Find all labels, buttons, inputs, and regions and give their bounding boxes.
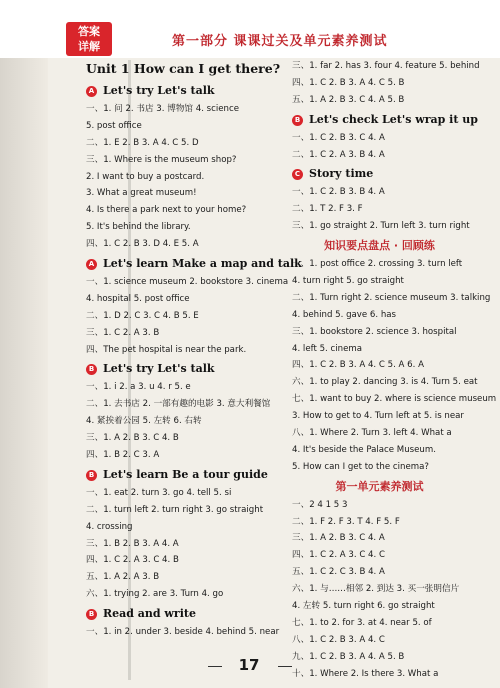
- page-number-rule-right: [278, 666, 292, 667]
- answer-line: 4. 紧挨着公园 5. 左转 6. 右转: [86, 416, 202, 427]
- answer-line: 4. crossing: [86, 521, 133, 532]
- answer-line: 一、1. post office 2. crossing 3. turn left: [292, 259, 463, 270]
- answer-line: 二、1. turn left 2. turn right 3. go straight: [86, 504, 264, 515]
- section-marker-icon: A: [86, 86, 97, 97]
- section-heading: [86, 464, 286, 485]
- answer-line: 二、1. D 2. C 3. C 4. B 5. E: [86, 310, 199, 321]
- answer-line: 4. 左转 5. turn right 6. go straight: [292, 601, 435, 612]
- answer-line: 七、1. want to buy 2. where is science museum: [292, 394, 497, 405]
- answer-line: 一、2 4 1 5 3: [292, 499, 348, 510]
- section-heading: [86, 603, 286, 624]
- answer-line: 一、1. C 2. B 3. B 4. A: [292, 187, 385, 198]
- section-heading-text: Read and write: [103, 607, 196, 621]
- answer-line: 六、1. trying 2. are 3. Turn 4. go: [86, 589, 224, 600]
- answer-line: 一、1. i 2. a 3. u 4. r 5. e: [86, 382, 191, 393]
- answer-line: 十、1. Where 2. Is there 3. What a: [292, 668, 439, 679]
- answer-line: 二、1. F 2. F 3. T 4. F 5. F: [292, 516, 400, 527]
- section-heading: [292, 109, 478, 130]
- answer-line: 4. hospital 5. post office: [86, 293, 190, 304]
- book-spine-shadow: [0, 0, 48, 688]
- answer-line: 一、1. 问 2. 书店 3. 博物馆 4. science: [86, 104, 240, 114]
- page-number: 17: [238, 656, 260, 674]
- page-number-rule-left: [208, 666, 222, 667]
- left-column: [86, 58, 302, 641]
- answer-line: 4. It's beside the Palace Museum.: [292, 444, 436, 455]
- answer-line: 4. left 5. cinema: [292, 343, 362, 354]
- answer-line: 三、1. C 2. A 3. B: [86, 327, 160, 338]
- answer-line: 九、1. C 2. B 3. A 4. A 5. B: [292, 651, 405, 662]
- badge-line-1: 答案: [78, 25, 100, 38]
- answer-line: 三、1. A 2. B 3. C 4. B: [86, 433, 179, 444]
- answer-line: 4. behind 5. gave 6. has: [292, 309, 397, 320]
- page-header: [0, 0, 500, 58]
- answer-line: 五、1. C 2. C 3. B 4. A: [292, 567, 385, 578]
- answer-badge: [66, 22, 112, 56]
- answer-line: 七、1. to 2. for 3. at 4. near 5. of: [292, 617, 432, 628]
- answer-line: 5. It's behind the library.: [86, 222, 191, 233]
- answer-line: 4. turn right 5. go straight: [292, 276, 404, 287]
- answer-line: 六、1. 与……相邻 2. 到达 3. 买一张明信片: [292, 584, 460, 595]
- answer-line: 八、1. Where 2. Turn 3. left 4. What a: [292, 428, 452, 439]
- answer-line: 三、1. Where is the museum shop?: [86, 154, 237, 165]
- answer-line: 二、1. T 2. F 3. F: [292, 204, 363, 215]
- answer-line: 4. Is there a park next to your home?: [86, 205, 247, 216]
- section-marker-icon: C: [292, 169, 303, 180]
- section-marker-icon: B: [86, 609, 97, 620]
- answer-line: 四、1. C 2. A 3. C 4. C: [292, 550, 385, 561]
- answer-line: 四、The pet hospital is near the park.: [86, 344, 247, 355]
- unit-title: Unit 1 How can I get there?: [86, 61, 281, 76]
- answer-line: 五、1. A 2. B 3. C 4. A 5. B: [292, 94, 405, 105]
- section-heading: [86, 253, 302, 274]
- answer-line: 二、1. E 2. B 3. A 4. C 5. D: [86, 137, 199, 148]
- section-heading: [292, 163, 467, 184]
- answer-line: 六、1. to play 2. dancing 3. is 4. Turn 5. eat: [292, 377, 478, 388]
- review-heading: 第一单元素养测试: [335, 479, 424, 493]
- section-marker-icon: B: [86, 470, 97, 481]
- section-marker-icon: A: [86, 259, 97, 270]
- answer-line: 二、1. C 2. A 3. B 4. A: [292, 149, 385, 160]
- answer-line: 二、1. Turn right 2. science museum 3. talking: [292, 292, 491, 303]
- section-heading: [86, 80, 286, 101]
- answer-line: 八、1. C 2. B 3. A 4. C: [292, 634, 385, 645]
- section-marker-icon: B: [86, 364, 97, 375]
- answer-line: 四、1. C 2. B 3. A 4. C 5. A 6. A: [292, 360, 424, 371]
- answer-line: 四、1. B 2. C 3. A: [86, 450, 160, 461]
- section-heading-text: Let's learn Make a map and talk: [103, 257, 302, 271]
- answer-line: 一、1. eat 2. turn 3. go 4. tell 5. si: [86, 487, 232, 498]
- section-heading-text: Let's try Let's talk: [103, 84, 215, 97]
- answer-line: 四、1. C 2. B 3. D 4. E 5. A: [86, 239, 199, 250]
- answer-line: 2. I want to buy a postcard.: [86, 171, 205, 182]
- section-heading-text: Let's try Let's talk: [103, 362, 215, 376]
- right-column: [292, 58, 497, 683]
- answer-line: 一、1. science museum 2. bookstore 3. cinema: [86, 277, 289, 288]
- answer-line: 3. What a great museum!: [86, 188, 197, 199]
- answer-line: 三、1. A 2. B 3. C 4. A: [292, 533, 385, 544]
- answer-line: 三、1. go straight 2. Turn left 3. turn right: [292, 221, 470, 232]
- answer-line: 一、1. in 2. under 3. beside 4. behind 5. near: [86, 627, 280, 638]
- answer-line: 5. How can I get to the cinema?: [292, 461, 429, 472]
- answer-line: 四、1. C 2. B 3. A 4. C 5. B: [292, 77, 405, 88]
- section-heading-text: Let's learn Be a tour guide: [103, 467, 268, 481]
- answer-line: 3. How to get to 4. Turn left at 5. is near: [292, 411, 464, 422]
- answer-line: 四、1. C 2. A 3. C 4. B: [86, 555, 179, 566]
- review-heading: 知识要点盘点 · 回顾练: [324, 239, 435, 253]
- answer-line: 三、1. far 2. has 3. four 4. feature 5. behind: [292, 61, 480, 71]
- section-heading-text: Let's check Let's wrap it up: [309, 112, 478, 126]
- section-heading-text: Story time: [309, 167, 374, 181]
- badge-line-2: 详解: [78, 40, 100, 53]
- answer-line: 五、1. A 2. A 3. B: [86, 572, 160, 583]
- answer-line: 三、1. B 2. B 3. A 4. A: [86, 538, 179, 549]
- part-title: 第一部分 课课过关及单元素养测试: [172, 34, 388, 49]
- answer-line: 三、1. bookstore 2. science 3. hospital: [292, 326, 457, 337]
- answer-line: 5. post office: [86, 120, 142, 131]
- answer-line: 一、1. C 2. B 3. C 4. A: [292, 132, 385, 143]
- answer-line: 二、1. 去书店 2. 一部有趣的电影 3. 意大利餐馆: [86, 399, 271, 410]
- section-heading: [86, 358, 286, 379]
- section-marker-icon: B: [292, 115, 303, 126]
